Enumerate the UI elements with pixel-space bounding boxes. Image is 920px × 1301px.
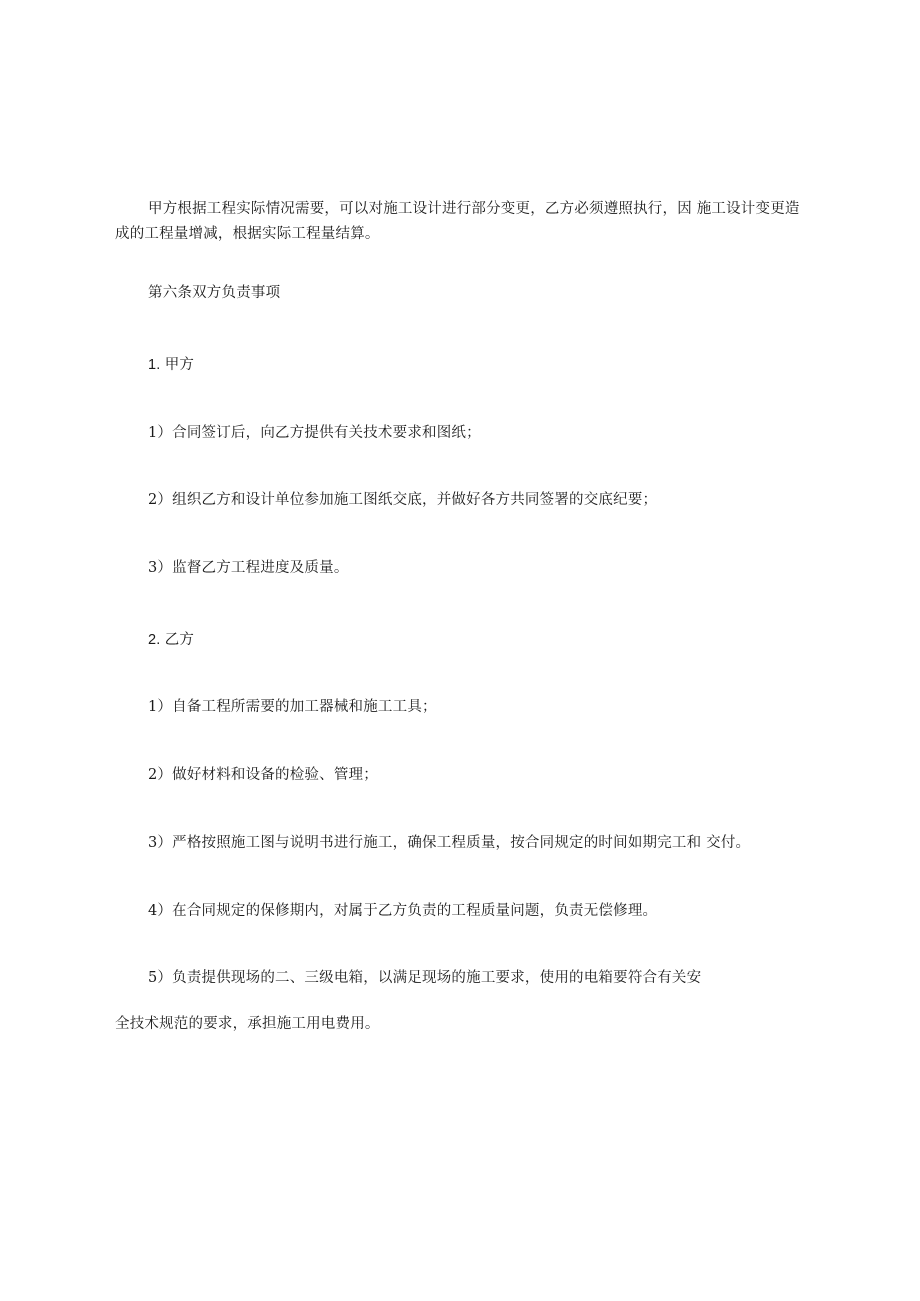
- party-a-item-2: 2）组织乙方和设计单位参加施工图纸交底，并做好各方共同签署的交底纪要；: [148, 492, 658, 508]
- party-b-item-2: 2）做好材料和设备的检验、管理；: [148, 767, 378, 783]
- party-a-item-3: 3）监督乙方工程进度及质量。: [148, 560, 349, 576]
- party-b-item-5-continuation: 全技术规范的要求，承担施工用电费用。: [115, 1016, 380, 1032]
- party-b-item-5: 5）负责提供现场的二、三级电箱，以满足现场的施工要求，使用的电箱要符合有关安: [148, 970, 702, 986]
- party-a-item-1: 1）合同签订后，向乙方提供有关技术要求和图纸；: [148, 425, 481, 441]
- party-b-item-3: 3）严格按照施工图与说明书进行施工，确保工程质量，按合同规定的时间如期完工和 交付。: [148, 835, 751, 851]
- intro-paragraph: 甲方根据工程实际情况需要，可以对施工设计进行部分变更，乙方必须遵照执行，因 施工设计变更造成的工程量增减，根据实际工程量结算。: [115, 201, 800, 242]
- party-b-item-1: 1）自备工程所需要的加工器械和施工工具；: [148, 699, 437, 715]
- party-b-heading: 2. 乙方: [148, 632, 195, 648]
- party-b-item-4: 4）在合同规定的保修期内，对属于乙方负责的工程质量问题，负责无偿修理。: [148, 903, 658, 919]
- party-a-heading: 1. 甲方: [148, 357, 195, 373]
- article-heading: 第六条双方负责事项: [148, 285, 281, 301]
